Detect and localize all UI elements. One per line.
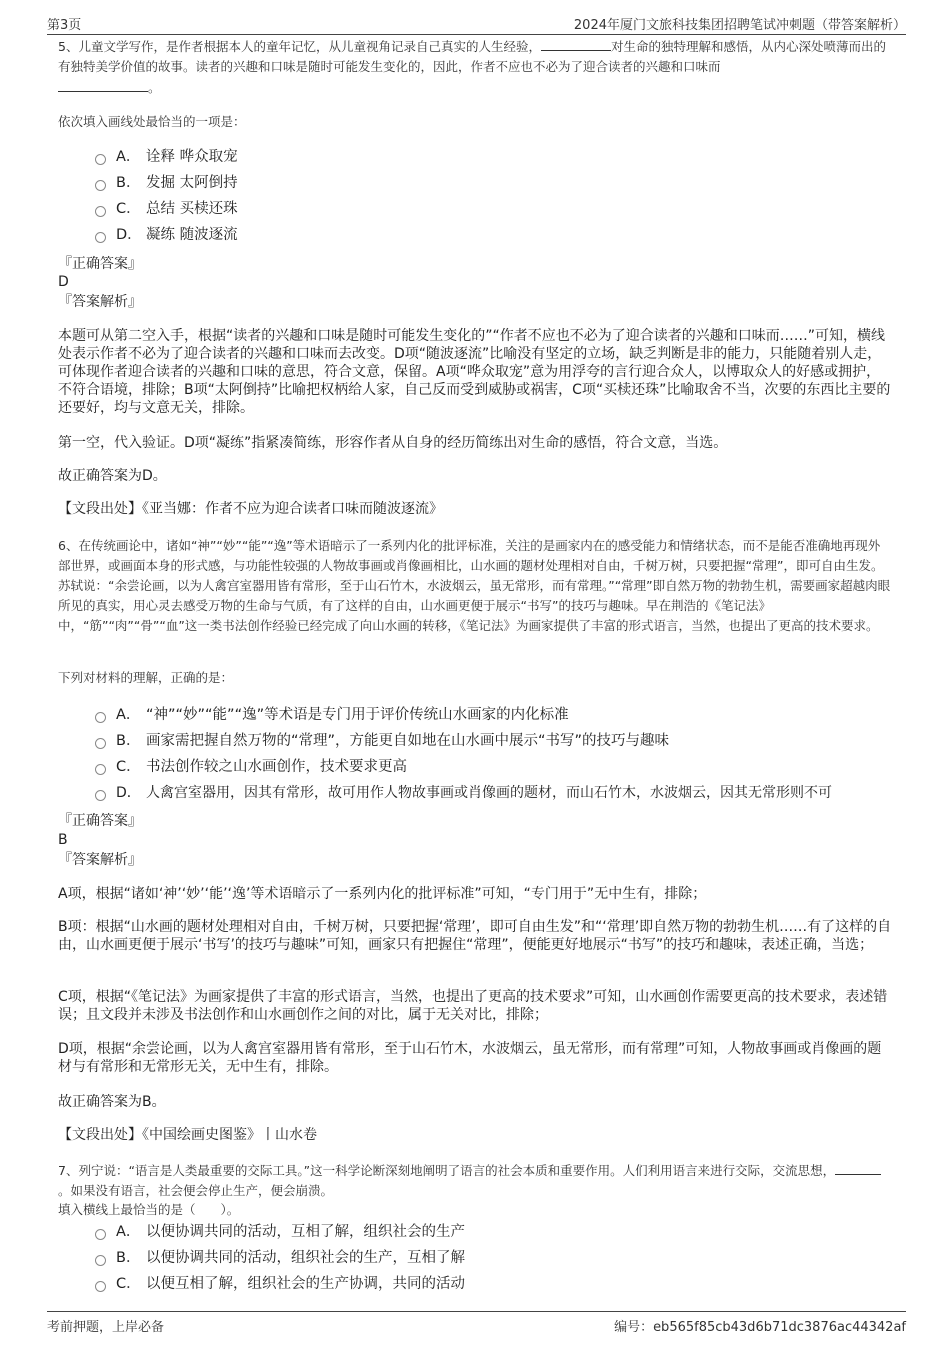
- blank-1: [541, 36, 611, 51]
- q7-prompt: 填入横线上最恰当的是（ ）。: [58, 1202, 240, 1217]
- q5-option-a[interactable]: A． 诠释 哗众取宠: [95, 144, 905, 170]
- q6-options: [95, 702, 905, 806]
- radio-icon[interactable]: [95, 738, 106, 749]
- footer-slogan: 考前押题，上岸必备: [47, 1320, 165, 1335]
- q6-analysis-para-1: A项，根据“诸如‘神’‘妙’‘能’‘逸’等术语暗示了一系列内化的批评标准”可知，“专门用于”无中生有，排除；: [58, 886, 707, 902]
- q6-option-b[interactable]: B． 画家需把握自然万物的“常理”，方能更自如地在山水画中展示“书写”的技巧与趣味: [95, 728, 905, 754]
- radio-icon[interactable]: [95, 232, 106, 243]
- q6-option-d[interactable]: D． 人禽宫室器用，因其有常形，故可用作人物故事画或肖像画的题材，而山石竹木，水波烟云，因其无常形则不可: [95, 780, 905, 806]
- radio-icon[interactable]: [95, 790, 106, 801]
- q5-analysis-label: 『答案解析』: [58, 294, 142, 310]
- q7-stem: 7、列宁说：“语言是人类最重要的交际工具。”这一科学论断深刻地阐明了语言的社会本质和重要作用。人们利用语言来进行交际，交流思想，。如果没有语言，社会便会停止生产，便会崩溃。: [58, 1160, 892, 1201]
- document-id: 编号：eb565f85cb43d6b71dc3876ac44342af: [614, 1320, 906, 1335]
- q6-analysis-para-2: B项：根据“山水画的题材处理相对自由，千树万树，只要把握‘常理’，即可自由生发”和“‘常理’即自然万物的勃勃生机……有了这样的自由，山水画更便于展示‘书写’的技巧与趣味”可知，画家只有把握住“常理”，便能更好地展示“书写”的技巧和趣味，表述正确，当选；: [58, 919, 892, 953]
- q5-analysis-para-3: 故正确答案为D。: [58, 468, 167, 484]
- radio-icon[interactable]: [95, 180, 106, 191]
- page-header: [47, 12, 906, 35]
- q7-option-a[interactable]: A． 以便协调共同的活动，互相了解，组织社会的生产: [95, 1219, 905, 1245]
- blank-2: [58, 77, 148, 92]
- q6-answer-label: 『正确答案』: [58, 813, 142, 829]
- page-footer: [47, 1311, 906, 1336]
- radio-icon[interactable]: [95, 206, 106, 217]
- q6-analysis-para-4: D项，根据“余尝论画，以为人禽宫室器用皆有常形，至于山石竹木，水波烟云，虽无常形，而有常理”可知，人物故事画或肖像画的题材与有常形和无常形无关，无中生有，排除。: [58, 1041, 882, 1075]
- q5-option-d[interactable]: D． 凝练 随波逐流: [95, 222, 905, 248]
- q6-analysis-para-5: 故正确答案为B。: [58, 1094, 166, 1110]
- q5-option-b[interactable]: B． 发掘 太阿倒持: [95, 170, 905, 196]
- q6-answer: B: [58, 832, 68, 848]
- q6-option-c[interactable]: C． 书法创作较之山水画创作，技术要求更高: [95, 754, 905, 780]
- radio-icon[interactable]: [95, 1255, 106, 1266]
- radio-icon[interactable]: [95, 1229, 106, 1240]
- q7-option-c[interactable]: C． 以便互相了解，组织社会的生产协调，共同的活动: [95, 1271, 905, 1297]
- q6-option-a[interactable]: A． “神”“妙”“能”“逸”等术语是专门用于评价传统山水画家的内化标准: [95, 702, 905, 728]
- q7-options: [95, 1219, 905, 1297]
- radio-icon[interactable]: [95, 154, 106, 165]
- q6-source: 【文段出处】《中国绘画史图鉴》丨山水卷: [58, 1127, 317, 1143]
- blank: [835, 1160, 881, 1175]
- document-title: 2024年厦门文旅科技集团招聘笔试冲刺题（带答案解析）: [573, 18, 906, 33]
- q7-option-b[interactable]: B． 以便协调共同的活动，组织社会的生产，互相了解: [95, 1245, 905, 1271]
- q6-prompt: 下列对材料的理解，正确的是：: [58, 670, 234, 685]
- q6-analysis-label: 『答案解析』: [58, 852, 142, 868]
- q5-answer-label: 『正确答案』: [58, 256, 142, 272]
- q5-answer: D: [58, 274, 69, 290]
- q6-analysis-para-3: C项，根据“《笔记法》为画家提供了丰富的形式语言，当然，也提出了更高的技术要求”可知，山水画创作需要更高的技术要求，表述错误；且文段并未涉及书法创作和山水画创作之间的对比，属于无关对比，排除；: [58, 989, 888, 1023]
- q5-option-c[interactable]: C． 总结 买椟还珠: [95, 196, 905, 222]
- q5-analysis-para-1: 本题可从第二空入手，根据“读者的兴趣和口味是随时可能发生变化的”“作者不应也不必为了迎合读者的兴趣和口味而……”可知，横线处表示作者不必为了迎合读者的兴趣和口味而去改变。D项“随波逐流”比喻没有坚定的立场，缺乏判断是非的能力，只能随着别人走，可体现作者迎合读者的兴趣和口味的意思，符合文意，保留。A项“哗众取宠”意为用浮夸的言行迎合众人，以博取众人的好感或拥护，不符合语境，排除；B项“太阿倒持”比喻把权柄给人家，自己反而受到威胁或祸害，C项“买椟还珠”比喻取舍不当，次要的东西比主要的还要好，均与文意无关，排除。: [58, 328, 891, 416]
- q5-prompt: 依次填入画线处最恰当的一项是：: [58, 114, 246, 129]
- q5-analysis-para-2: 第一空，代入验证。D项“凝练”指紧凑简练，形容作者从自身的经历简练出对生命的感悟，符合文意，当选。: [58, 435, 728, 451]
- q5-stem: 5、儿童文学写作，是作者根据本人的童年记忆，从儿童视角记录自己真实的人生经验， 对生命的独特理解和感悟，从内心深处喷薄而出的有独特美学价值的故事。读者的兴趣和口味是随时可能发生变化的，因此，作者不应也不必为了迎合读者的兴趣和口味而 。: [58, 36, 892, 96]
- radio-icon[interactable]: [95, 712, 106, 723]
- page-number: 第3页: [47, 18, 82, 33]
- radio-icon[interactable]: [95, 764, 106, 775]
- q6-stem: 6、在传统画论中，诸如“神”“妙”“能”“逸”等术语暗示了一系列内化的批评标准，关注的是画家内在的感受能力和情绪状态，而不是能否准确地再现外部世界，或画面本身的形式感，与功能性较强的人物故事画或肖像画相比，山水画的题材处理相对自由，千树万树，只要把握“常理”，即可自由生发。苏轼说：“余尝论画，以为人禽宫室器用皆有常形，至于山石竹木，水波烟云，虽无常形，而有常理。”“常理”即自然万物的勃勃生机，需要画家超越肉眼所见的真实，用心灵去感受万物的生命与气质，有了这样的自由，山水画更便于展示“书写”的技巧与趣味。早在荆浩的《笔记法》中，“筋”“肉”“骨”“血”这一类书法创作经验已经完成了向山水画的转移，《笔记法》为画家提供了丰富的形式语言，当然，也提出了更高的技术要求。: [58, 538, 891, 633]
- q5-options: [95, 144, 905, 248]
- radio-icon[interactable]: [95, 1281, 106, 1292]
- q5-source: 【文段出处】《亚当娜：作者不应为迎合读者口味而随波逐流》: [58, 501, 443, 517]
